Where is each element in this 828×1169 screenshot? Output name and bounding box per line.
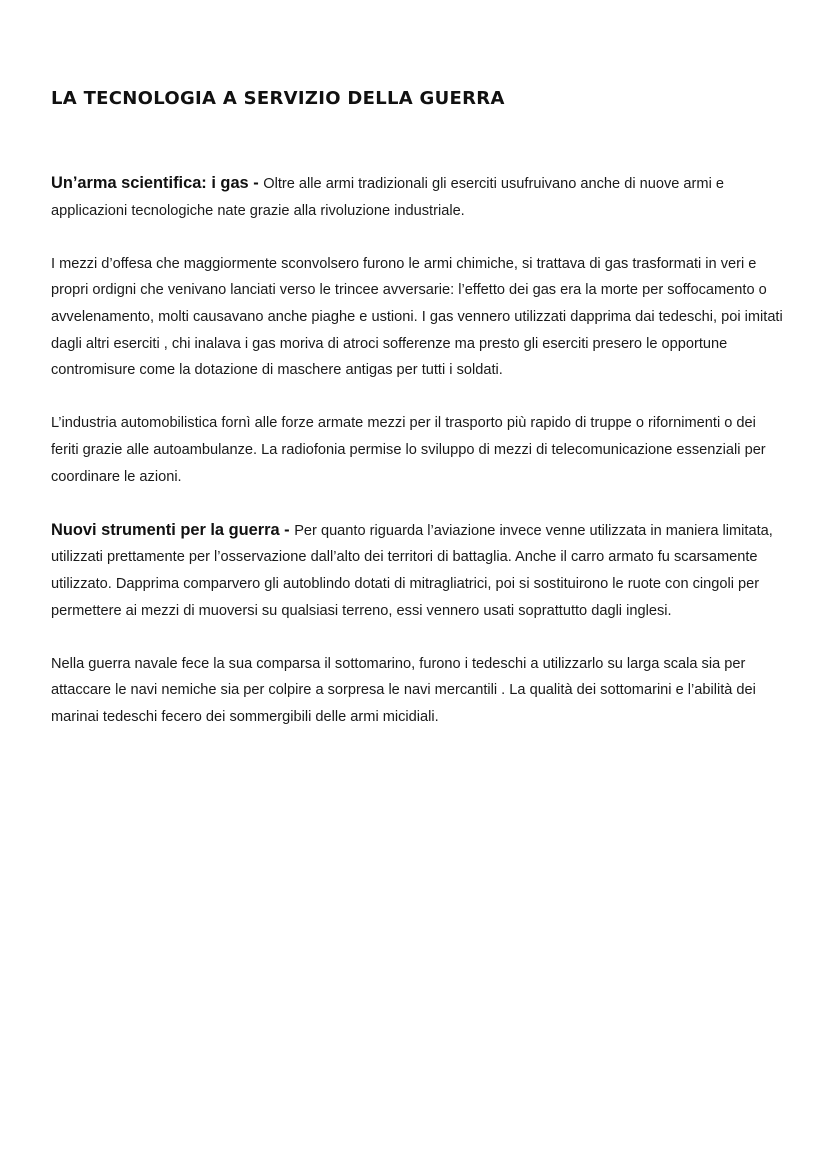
paragraph-text: I mezzi d’offesa che maggiormente sconvolsero furono le armi chimiche, si trattava di gas trasformati in veri e propri ordigni che venivano lanciati verso le trincee avversarie: l’effetto dei gas era la morte per soffocamento o avvelenamento, molti causavano anche piaghe e ustioni. I gas vennero utilizzati dapprima dai tedeschi, poi imitati dagli altri eserciti , chi inalava i gas moriva di atroci sofferenze ma presto gli eserciti presero le opportune contromisure come la dotazione di maschere antigas per tutti i soldati. (51, 255, 783, 379)
section-heading-gas: Un’arma scientifica: i gas - (51, 174, 264, 192)
section-heading-new-tools: Nuovi strumenti per la guerra - (51, 520, 295, 539)
paragraph-chemical-weapons (51, 251, 787, 384)
paragraph-text: Nella guerra navale fece la sua comparsa il sottomarino, furono i tedeschi a utilizzarlo su larga scala sia per attaccare le navi nemiche sia per colpire a sorpresa le navi mercantili . La qualità dei sottomarini e l’abilità dei marinai tedeschi fecero dei sommergibili delle armi micidiali. (51, 655, 756, 725)
paragraph-text: Per quanto riguarda l’aviazione invece venne utilizzata in maniera limitata, utilizzati prettamente per l’osservazione dall’alto dei territori di battaglia. Anche il carro armato fu scarsamente utilizzato. Dapprima comparvero gli autoblindo dotati di mitragliatrici, poi si sostituirono le ruote con cingoli per permettere ai mezzi di muoversi su qualsiasi terreno, essi vennero usati soprattutto dagli inglesi. (51, 522, 773, 619)
paragraph-new-tools (51, 517, 787, 624)
paragraph-text: L’industria automobilistica fornì alle forze armate mezzi per il trasporto più rapido di truppe o rifornimenti o dei feriti grazie alle autoambulanze. La radiofonia permise lo sviluppo di mezzi di telecomunicazione essenziali per coordinare le azioni. (51, 415, 766, 485)
paragraph-text: Oltre alle armi tradizionali gli eserciti usufruivano anche di nuove armi e applicazioni tecnologiche nate grazie alla rivoluzione industriale. (51, 176, 724, 219)
paragraph-automotive-industry (51, 410, 787, 490)
paragraph-naval-warfare (51, 651, 787, 731)
paragraph-gas-intro (51, 170, 787, 224)
document-body (51, 170, 787, 757)
page-title: LA TECNOLOGIA A SERVIZIO DELLA GUERRA (51, 88, 505, 109)
